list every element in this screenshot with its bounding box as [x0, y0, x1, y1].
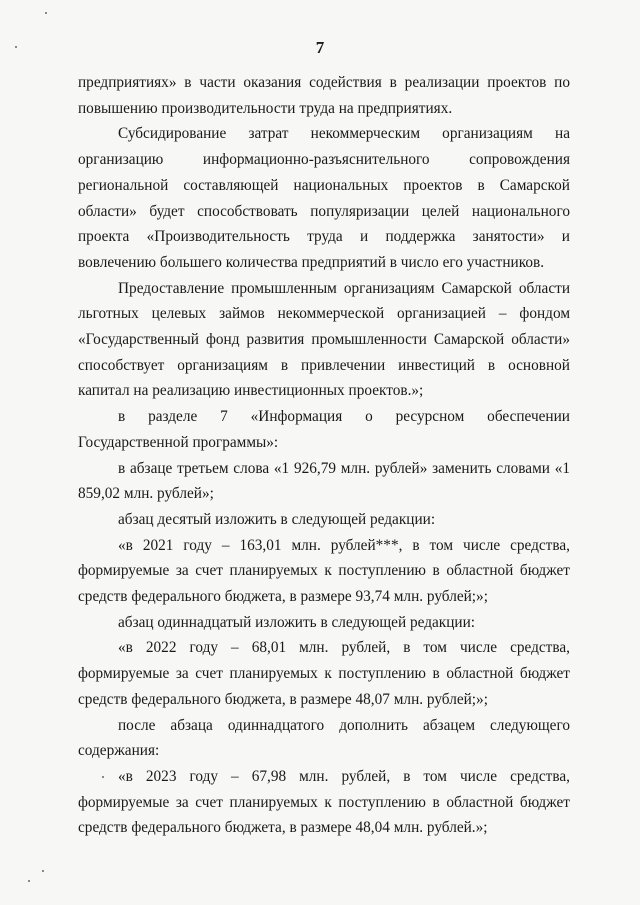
paragraph: «в 2023 году – 67,98 млн. рублей, в том числе средства, формируемые за счет планируемых к поступлению в областной бюджет средств федерального бюджета, в размере 48,04 млн. рублей.»; [78, 767, 570, 837]
paragraph: после абзаца одиннадцатого дополнить абзацем следующего содержания: [78, 716, 570, 760]
scan-speck [28, 880, 30, 882]
paragraph: «в 2022 году – 68,01 млн. рублей, в том числе средства, формируемые за счет планируемых к поступлению в областной бюджет средств федерального бюджета, в размере 48,07 млн. рублей;»; [78, 639, 570, 708]
paragraph: Предоставление промышленным организациям Самарской области льготных целевых займов некоммерческой организацией – фондом «Государственный фонд развития промышленности Самарской области» способствует организациям в привлечении инвестиций в основной капитал на реализацию инвестиционных проектов.»; [78, 279, 570, 400]
document-body [78, 70, 570, 841]
scan-speck [15, 46, 17, 48]
paragraph: предприятиях» в части оказания содействия в реализации проектов по повышению производительности труда на предприятиях. [78, 74, 570, 117]
paragraph: «в 2021 году – 163,01 млн. рублей***, в том числе средства, формируемые за счет планируемых к поступлению в областной бюджет средств федерального бюджета, в размере 93,74 млн. рублей;»; [78, 536, 570, 606]
scan-speck [45, 12, 47, 14]
scan-speck [102, 776, 104, 778]
paragraph: в разделе 7 «Информация о ресурсном обеспечении Государственной программы»: [78, 408, 570, 451]
paragraph: Субсидирование затрат некоммерческим организациям на организацию информационно-разъяснительного сопровождения региональной составляющей национальных проектов в Самарской области» будет способствовать популяризации целей национального проекта «Производительность труда и поддержка занятости» и вовлечению большего количества предприятий в число его участников. [78, 125, 570, 271]
paragraph: в абзаце третьем слова «1 926,79 млн. рублей» заменить словами «1 859,02 млн. рублей»; [78, 459, 570, 503]
paragraph: абзац одиннадцатый изложить в следующей редакции: [118, 613, 476, 631]
scan-speck [42, 870, 44, 872]
page-number: 7 [315, 38, 325, 57]
paragraph: абзац десятый изложить в следующей редакции: [118, 510, 436, 528]
